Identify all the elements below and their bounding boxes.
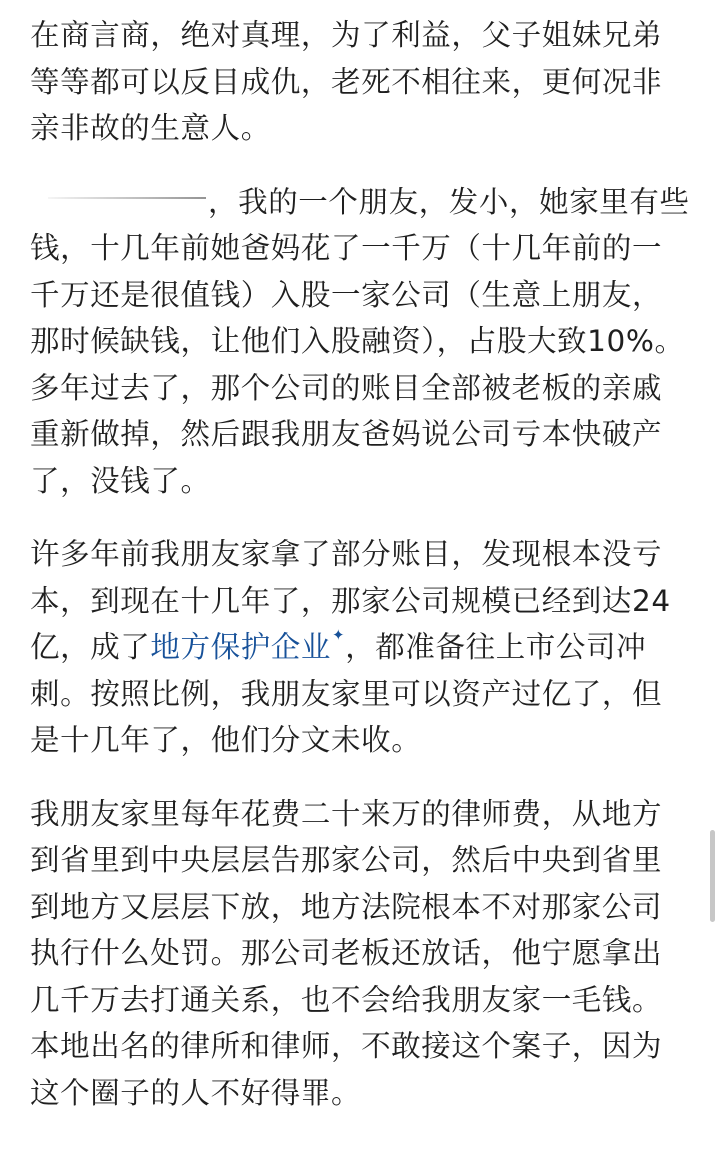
sparkle-icon: ✦ xyxy=(332,626,346,644)
paragraph-3-text-after: ，都准备往上市公司冲刺。按照比例，我朋友家里可以资产过亿了，但是十几年了，他们分文未收。 xyxy=(30,630,663,757)
paragraph-3-text-before: 许多年前我朋友家拿了部分账目，发现根本没亏本，到现在十几年了，那家公司规模已经到达24亿，成了 xyxy=(30,537,671,664)
scrollbar-thumb[interactable] xyxy=(710,830,715,922)
search-keyword-link-text: 地方保护企业 xyxy=(150,630,332,664)
article-body xyxy=(30,12,692,1116)
paragraph-2-text: ，我的一个朋友，发小，她家里有些钱，十几年前她爸妈花了一千万（十几年前的一千万还是很值钱）入股一家公司（生意上朋友，那时候缺钱，让他们入股融资），占股大致10%。多年过去了，那个公司的账目全部被老板的亲戚重新做掉，然后跟我朋友爸妈说公司亏本快破产了，没钱了。 xyxy=(30,184,690,498)
redacted-text xyxy=(30,188,208,206)
paragraph-3 xyxy=(30,531,692,764)
search-keyword-link[interactable] xyxy=(150,626,346,664)
paragraph-2 xyxy=(30,179,692,505)
paragraph-1: 在商言商，绝对真理，为了利益，父子姐妹兄弟等等都可以反目成仇，老死不相往来，更何况非亲非故的生意人。 xyxy=(30,18,663,145)
paragraph-4: 我朋友家里每年花费二十来万的律师费，从地方到省里到中央层层告那家公司，然后中央到省里到地方又层层下放，地方法院根本不对那家公司执行什么处罚。那公司老板还放话，他宁愿拿出几千万去打通关系，也不会给我朋友家一毛钱。本地出名的律所和律师，不敢接这个案子，因为这个圈子的人不好得罪。 xyxy=(30,796,663,1110)
